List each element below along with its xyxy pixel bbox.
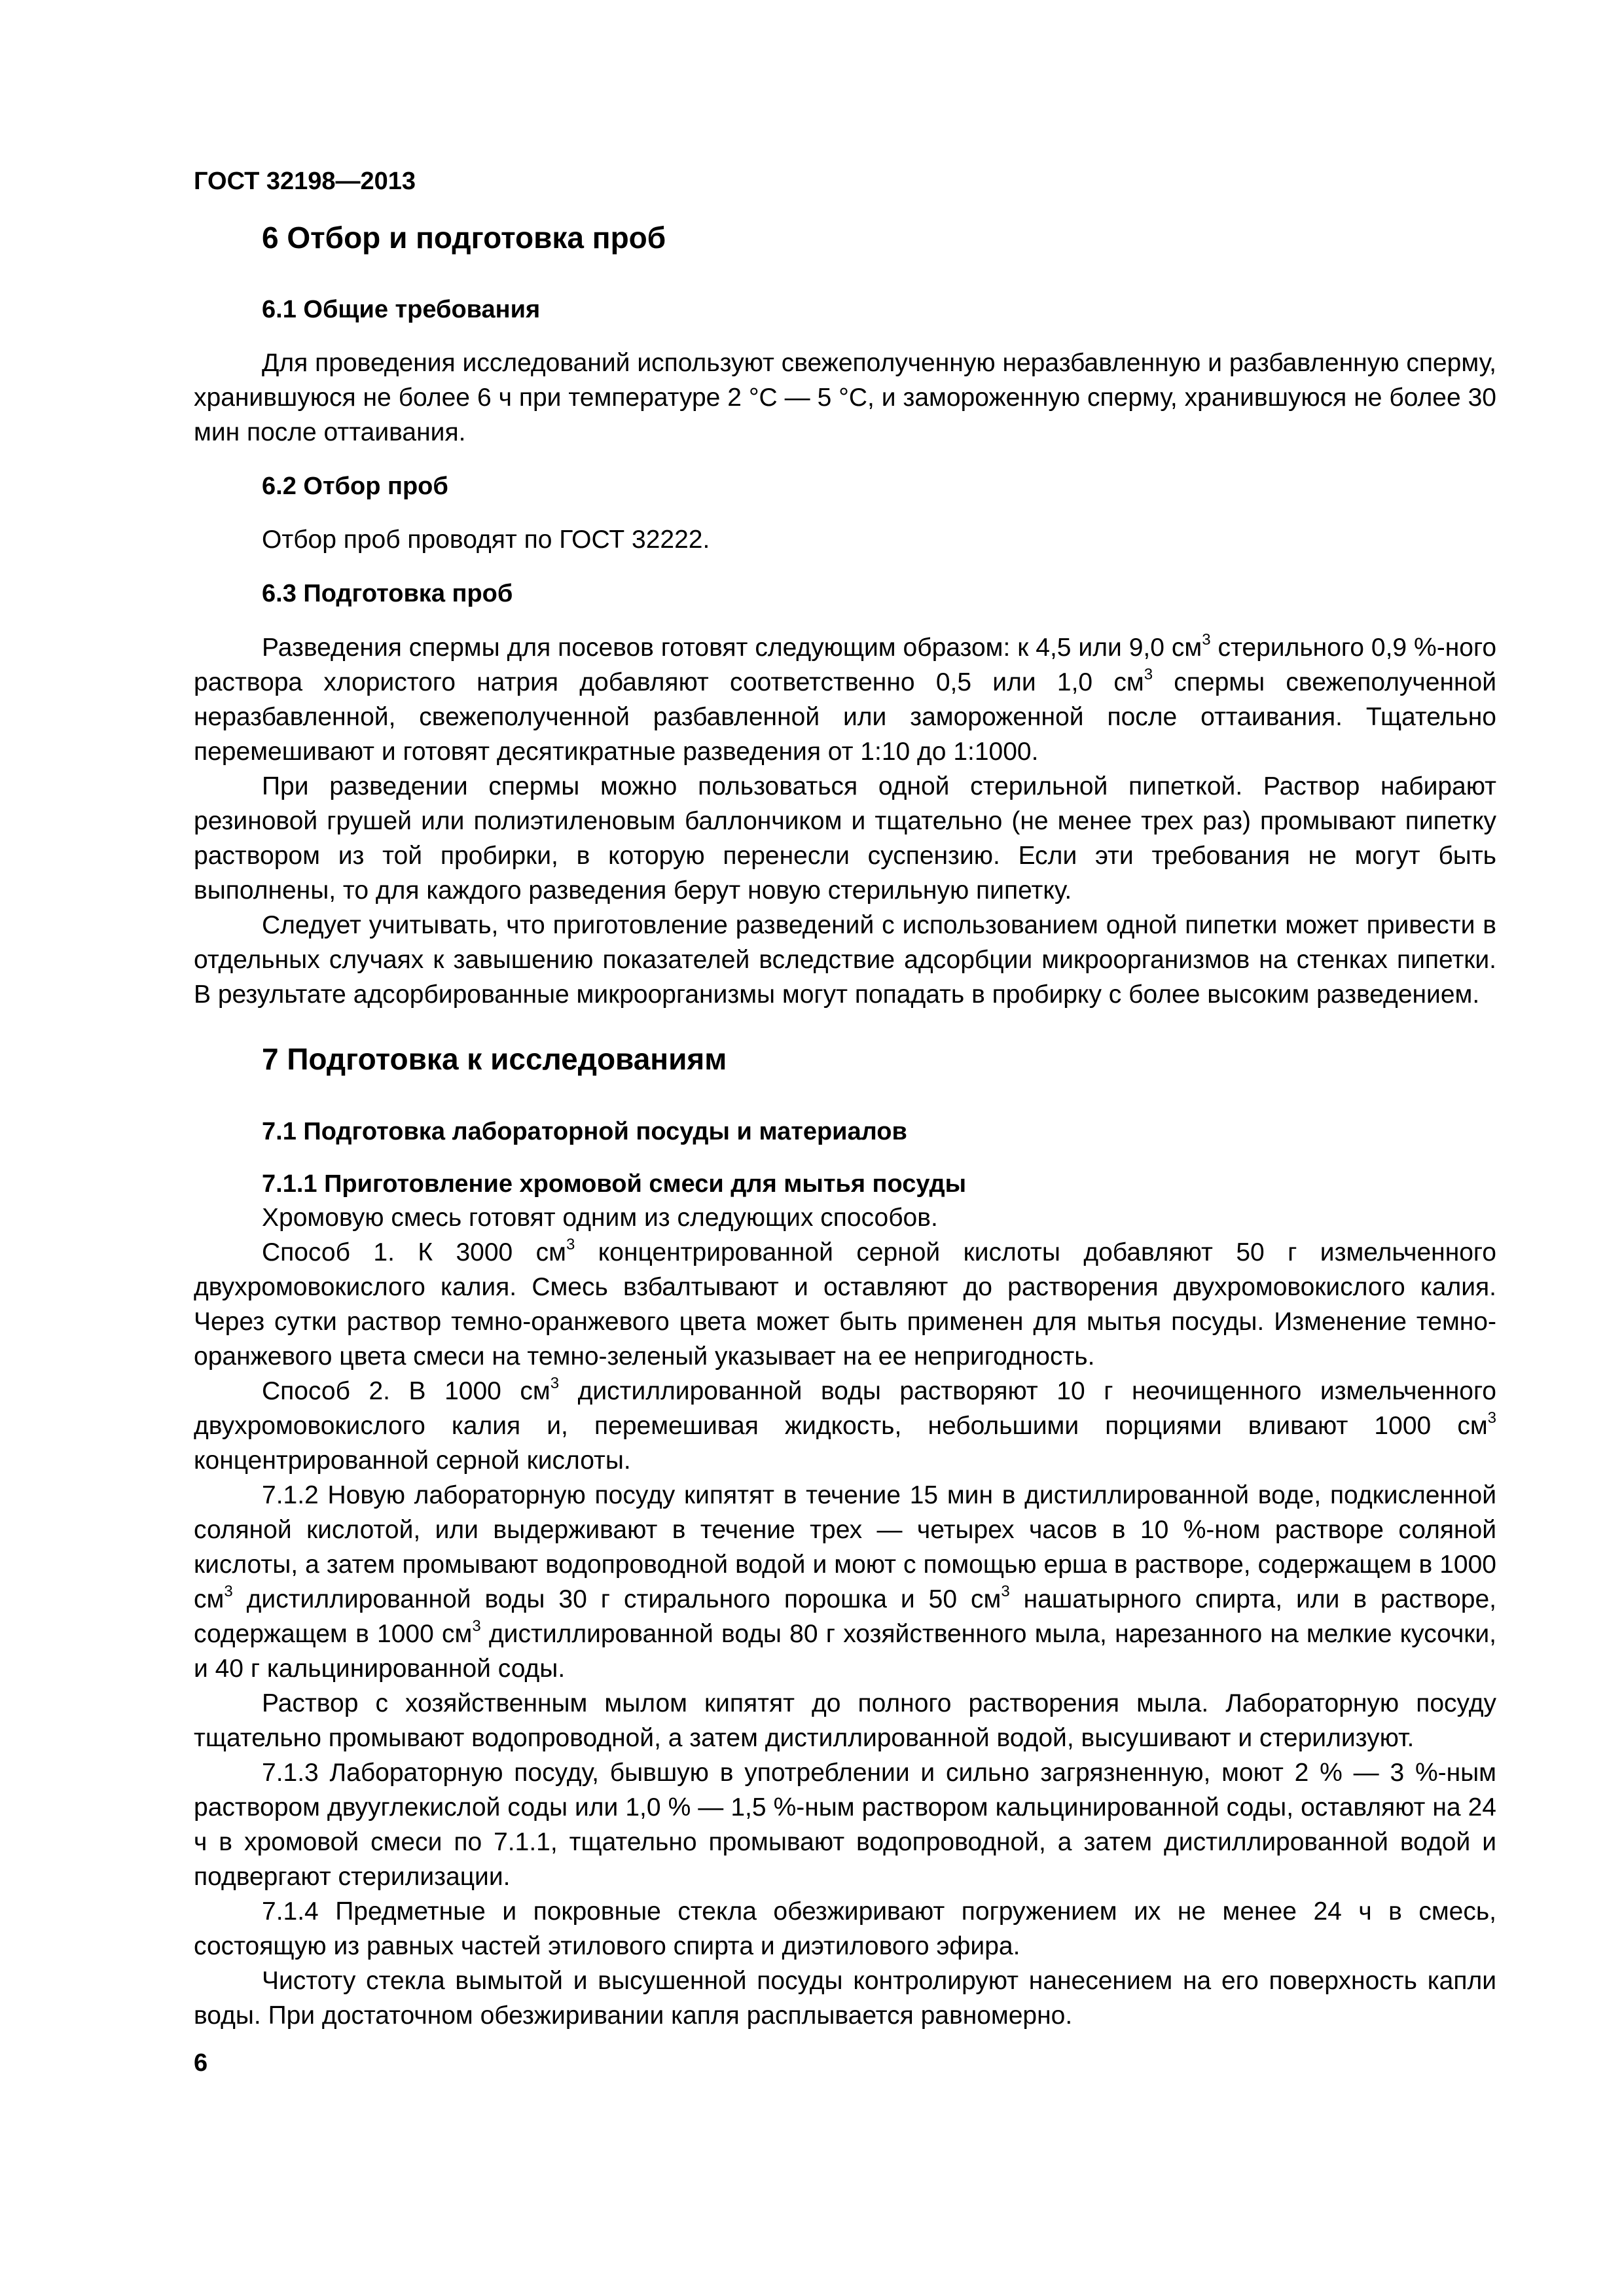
- superscript: 3: [1487, 1408, 1496, 1427]
- page-number: 6: [194, 2049, 208, 2077]
- paragraph-7-1-4-check: Чистоту стекла вымытой и высушенной посуды контролируют нанесением на его поверхность капли воды. При достаточном обезжиривании капля расплывается равномерно.: [194, 1966, 1496, 2030]
- section-6-3-title: 6.3 Подготовка проб: [262, 580, 513, 608]
- superscript: 3: [1001, 1582, 1010, 1600]
- document-header: ГОСТ 32198—2013: [194, 168, 416, 195]
- section-6-1-title: 6.1 Общие требования: [262, 295, 541, 323]
- paragraph-6-3-3: Следует учитывать, что приготовление разведений с использованием одной пипетки может привести в отдельных случаях к завышению показателей вследствие адсорбции микроорганизмов на стенках пипетки. В результате адсорбированные микроорганизмы могут попадать в пробирку с более высоким разведением.: [194, 910, 1496, 1009]
- paragraph-7-1-1-intro: Хромовую смесь готовят одним из следующих способов.: [262, 1203, 938, 1232]
- section-7-title: 7 Подготовка к исследованиям: [262, 1041, 727, 1076]
- paragraph-7-1-2: 7.1.2 Новую лабораторную посуду кипятят в течение 15 мин в дистиллированной воде, подкисленной соляной кислотой, или выдерживают в течение трех — четырех часов в 10 %-ном растворе соляной кислоты, а затем промывают водопроводной водой и моют с помощью ерша в растворе, содержащем в 1000 $см^3$ дистиллированной воды 30 г стирального порошка и 50 $см^3$ нашатырного спирта, или в растворе, содержащем в 1000 $см^3$ дистиллированной воды 80 г хозяйственного мыла, нарезанного на мелкие кусочки, и 40 г кальцинированной соды.: [194, 1480, 1496, 1683]
- superscript: 3: [224, 1582, 233, 1600]
- paragraph-6-3-2: При разведении спермы можно пользоваться одной стерильной пипеткой. Раствор набирают резиновой грушей или полиэтиленовым баллончиком и тщательно (не менее трех раз) промывают пипетку раствором из той пробирки, в которую перенесли суспензию. Если эти требования не могут быть выполнены, то для каждого разведения берут новую стерильную пипетку.: [194, 772, 1496, 905]
- paragraph-7-1-2-soap: Раствор с хозяйственным мылом кипятят до полного растворения мыла. Лабораторную посуду тщательно промывают водопроводной, а затем дистиллированной водой, высушивают и стерилизуют.: [194, 1689, 1496, 1752]
- section-7-1-1-title: 7.1.1 Приготовление хромовой смеси для мытья посуды: [262, 1170, 967, 1198]
- paragraph-method-1: Способ 1. К 3000 $см^3$ концентрированной серной кислоты добавляют 50 г измельченного двухромовокислого калия. Смесь взбалтывают и оставляют до растворения двухромовокислого калия. Через сутки раствор темно-оранжевого цвета может быть применен для мытья посуды. Изменение темно-оранжевого цвета смеси на темно-зеленый указывает на ее непригодность.: [194, 1235, 1496, 1371]
- superscript: 3: [1144, 665, 1153, 683]
- document-page: [194, 168, 1496, 2033]
- superscript: 3: [550, 1374, 560, 1392]
- paragraph-method-2: Способ 2. В 1000 $см^3$ дистиллированной воды растворяют 10 г неочищенного измельченного двухромовокислого калия и, перемешивая жидкость, небольшими порциями вливают 1000 $см^3$ концентрированной серной кислоты.: [194, 1374, 1496, 1475]
- superscript: 3: [1202, 630, 1211, 649]
- paragraph-7-1-3: 7.1.3 Лабораторную посуду, бывшую в употреблении и сильно загрязненную, моют 2 % — 3 %-ным раствором двууглекислой соды или 1,0 % — 1,5 %-ным раствором кальцинированной соды, оставляют на 24 ч в хромовой смеси по 7.1.1, тщательно промывают водопроводной, а затем дистиллированной водой и подвергают стерилизации.: [194, 1758, 1496, 1891]
- section-6-title: 6 Отбор и подготовка проб: [262, 221, 666, 255]
- superscript: 3: [472, 1617, 481, 1635]
- section-6-2-title: 6.2 Отбор проб: [262, 472, 448, 500]
- paragraph-6-2: Отбор проб проводят по ГОСТ 32222.: [262, 526, 710, 554]
- superscript: 3: [566, 1235, 575, 1253]
- section-7-1-title: 7.1 Подготовка лабораторной посуды и материалов: [262, 1118, 907, 1146]
- paragraph-6-3-1: Разведения спермы для посевов готовят следующим образом: к 4,5 или 9,0 $см^3$ стерильного 0,9 %-ного раствора хлористого натрия добавляют соответственно 0,5 или 1,0 $см^3$ спермы свежеполученной неразбавленной, свежеполученной разбавленной или замороженной после оттаивания. Тщательно перемешивают и готовят десятикратные разведения от 1:10 до 1:1000.: [194, 630, 1497, 766]
- paragraph-7-1-4: 7.1.4 Предметные и покровные стекла обезжиривают погружением их не менее 24 ч в смесь, состоящую из равных частей этилового спирта и диэтилового эфира.: [194, 1897, 1496, 1960]
- content-body: [194, 219, 1496, 2033]
- paragraph-6-1: Для проведения исследований используют свежеполученную неразбавленную и разбавленную сперму, хранившуюся не более 6 ч при температуре 2 °С — 5 °С, и замороженную сперму, хранившуюся не более 30 мин после оттаивания.: [194, 348, 1496, 446]
